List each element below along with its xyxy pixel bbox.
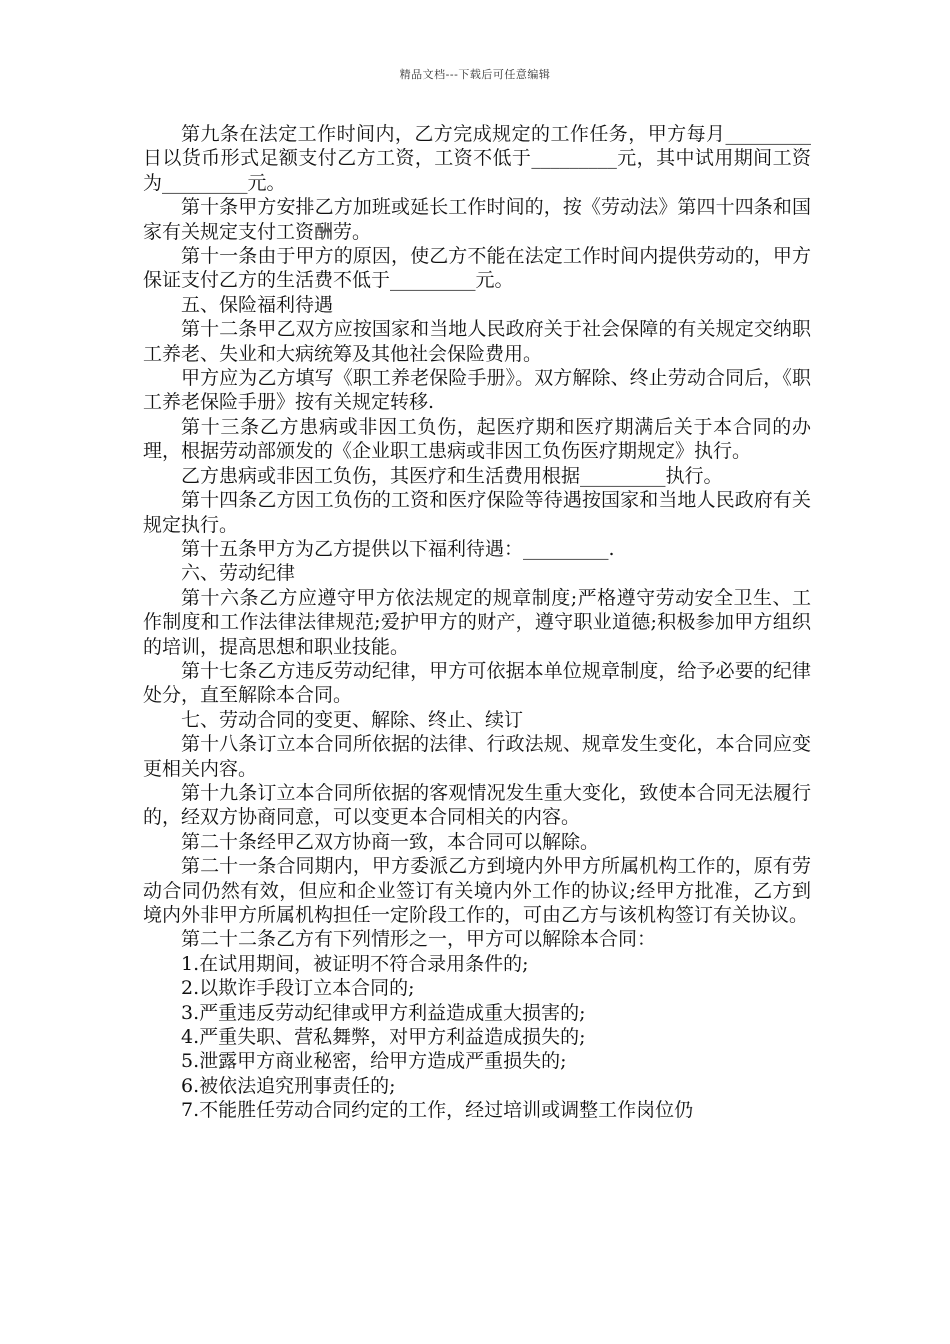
list-item: 2.以欺诈手段订立本合同的; bbox=[181, 977, 415, 1000]
list-item: 1.在试用期间，被证明不符合录用条件的; bbox=[181, 952, 529, 975]
medical-cost-paragraph: 乙方患病或非因工负伤，其医疗和生活费用根据_________执行。 bbox=[181, 464, 723, 487]
document-body bbox=[143, 122, 811, 1123]
article-11: 第十一条由于甲方的原因，使乙方不能在法定工作时间内提供劳动的，甲方保证支付乙方的生活费不低于_________元。 bbox=[143, 245, 811, 292]
article-13: 第十三条乙方患病或非因工负伤，起医疗期和医疗期满后关于本合同的办理，根据劳动部颁发的《企业职工患病或非因工负伤医疗期规定》执行。 bbox=[143, 415, 811, 463]
article-20: 第二十条经甲乙双方协商一致，本合同可以解除。 bbox=[181, 830, 600, 853]
list-item: 6.被依法追究刑事责任的; bbox=[181, 1074, 396, 1097]
section-heading-discipline: 六、劳动纪律 bbox=[181, 562, 296, 585]
article-16: 第十六条乙方应遵守甲方依法规定的规章制度;严格遵守劳动安全卫生、工作制度和工作法律法律规范;爱护甲方的财产，遵守职业道德;积极参加甲方组织的培训，提高思想和职业技能。 bbox=[143, 586, 811, 658]
pension-handbook-paragraph: 甲方应为乙方填写《职工养老保险手册》。双方解除、终止劳动合同后，《职工养老保险手册》按有关规定转移. bbox=[143, 367, 811, 414]
article-19: 第十九条订立本合同所依据的客观情况发生重大变化，致使本合同无法履行的，经双方协商同意，可以变更本合同相关的内容。 bbox=[143, 781, 811, 829]
article-17: 第十七条乙方违反劳动纪律，甲方可依据本单位规章制度，给予必要的纪律处分，直至解除本合同。 bbox=[143, 659, 811, 707]
list-item: 7.不能胜任劳动合同约定的工作，经过培训或调整工作岗位仍 bbox=[181, 1099, 694, 1122]
list-item: 5.泄露甲方商业秘密，给甲方造成严重损失的; bbox=[181, 1050, 567, 1073]
article-15: 第十五条甲方为乙方提供以下福利待遇：_________. bbox=[181, 537, 615, 560]
article-18: 第十八条订立本合同所依据的法律、行政法规、规章发生变化，本合同应变更相关内容。 bbox=[143, 733, 811, 780]
article-12: 第十二条甲乙双方应按国家和当地人民政府关于社会保障的有关规定交纳职工养老、失业和大病统筹及其他社会保险费用。 bbox=[143, 318, 811, 365]
article-9: 第九条在法定工作时间内，乙方完成规定的工作任务，甲方每月_________日以货币形式足额支付乙方工资，工资不低于_________元，其中试用期间工资为_________元。 bbox=[143, 123, 811, 194]
section-heading-contract-changes: 七、劳动合同的变更、解除、终止、续订 bbox=[181, 708, 524, 731]
article-14: 第十四条乙方因工负伤的工资和医疗保险等待遇按国家和当地人民政府有关规定执行。 bbox=[143, 489, 811, 536]
article-10: 第十条甲方安排乙方加班或延长工作时间的，按《劳动法》第四十四条和国家有关规定支付工资酬劳。 bbox=[143, 196, 811, 243]
list-item: 4.严重失职、营私舞弊，对甲方利益造成损失的; bbox=[181, 1026, 586, 1049]
page-header: 精品文档---下载后可任意编辑 bbox=[399, 68, 551, 81]
section-heading-insurance: 五、保险福利待遇 bbox=[181, 293, 334, 316]
article-22: 第二十二条乙方有下列情形之一，甲方可以解除本合同： bbox=[181, 928, 657, 951]
article-21: 第二十一条合同期内，甲方委派乙方到境内外甲方所属机构工作的，原有劳动合同仍然有效，但应和企业签订有关境内外工作的协议;经甲方批准，乙方到境内外非甲方所属机构担任一定阶段工作的，可由乙方与该机构签订有关协议。 bbox=[143, 855, 811, 926]
list-item: 3.严重违反劳动纪律或甲方利益造成重大损害的; bbox=[181, 1001, 586, 1024]
